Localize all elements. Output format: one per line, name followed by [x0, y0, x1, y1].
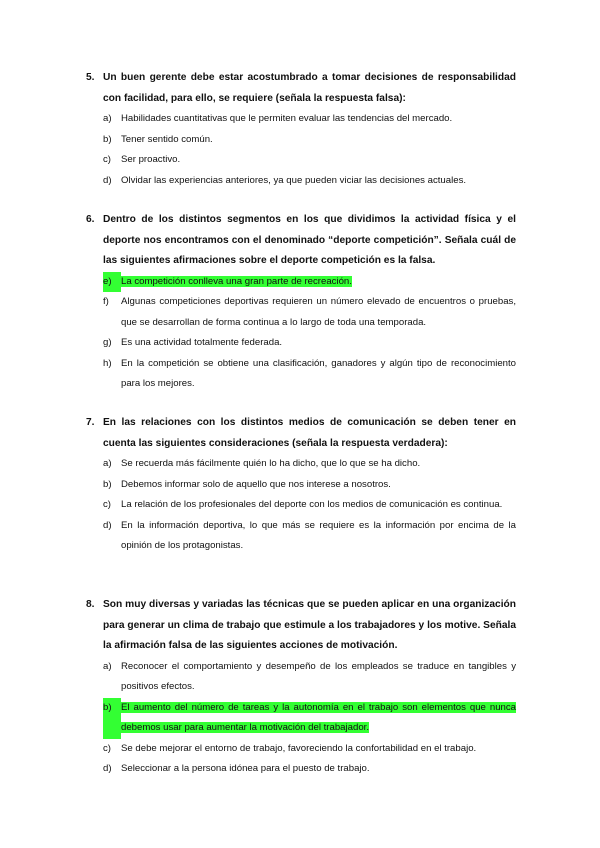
- question-text: Un buen gerente debe estar acostumbrado a tomar decisiones de responsabilidad con facilidad, para ello, se requiere (señala la respuesta falsa):: [103, 72, 516, 104]
- option-b: [103, 698, 516, 739]
- question-number: 8.: [86, 599, 95, 610]
- option-text: Seleccionar a la persona idónea para el puesto de trabajo.: [121, 763, 370, 774]
- option-d: [103, 516, 516, 557]
- option-c: [103, 495, 516, 516]
- option-letter: h): [103, 357, 112, 369]
- option-letter: g): [103, 337, 112, 348]
- question-number: 6.: [86, 214, 95, 225]
- option-letter: e): [103, 272, 121, 293]
- question-6: [86, 210, 516, 395]
- question-number: 5.: [86, 72, 95, 83]
- option-letter: b): [103, 698, 121, 739]
- option-h: [103, 354, 516, 395]
- option-text: En la información deportiva, lo que más se requiere es la información por encima de la opinión de los protagonistas.: [121, 519, 516, 551]
- highlight-mark: La competición conlleva una gran parte de recreación.: [121, 275, 352, 287]
- option-letter: c): [103, 742, 111, 754]
- option-text: Olvidar las experiencias anteriores, ya que pueden viciar las decisiones actuales.: [121, 174, 467, 186]
- option-text: Habilidades cuantitativas que le permiten evaluar las tendencias del mercado.: [121, 113, 453, 124]
- question-text: Son muy diversas y variadas las técnicas que se pueden aplicar en una organización para generar un clima de trabajo que estimule a los trabajadores y los motive. Señala la afirmación falsa de las siguientes acciones de motivación.: [103, 599, 516, 651]
- option-letter: a): [103, 458, 112, 469]
- option-d: [103, 171, 516, 192]
- question-8: [86, 595, 516, 780]
- question-7: [86, 413, 516, 557]
- option-letter: f): [103, 296, 109, 307]
- option-text: La relación de los profesionales del deporte con los medios de comunicación es continua.: [121, 499, 503, 510]
- option-g: [103, 333, 516, 354]
- option-letter: a): [103, 660, 112, 672]
- question-header: [86, 595, 516, 657]
- option-f: [103, 292, 516, 333]
- option-letter: d): [103, 519, 112, 531]
- option-letter: c): [103, 154, 111, 165]
- option-text: Debemos informar solo de aquello que nos interese a nosotros.: [121, 478, 391, 490]
- option-text: Se debe mejorar el entorno de trabajo, favoreciendo la confortabilidad en el trabajo.: [121, 742, 477, 754]
- option-letter: c): [103, 499, 111, 510]
- option-d: [103, 759, 516, 780]
- option-letter: a): [103, 113, 112, 124]
- option-text: Reconocer el comportamiento y desempeño de los empleados se traduce en tangibles y positivos efectos.: [121, 660, 516, 692]
- highlight-mark: El aumento del número de tareas y la autonomía en el trabajo son elementos que nunca debemos usar para aumentar la motivación del trabajador.: [121, 701, 516, 733]
- option-letter: b): [103, 133, 112, 145]
- option-text-highlighted: [121, 272, 516, 293]
- question-header: [86, 68, 516, 109]
- option-a: [103, 454, 516, 475]
- option-text: Se recuerda más fácilmente quién lo ha dicho, que lo que se ha dicho.: [121, 458, 421, 469]
- option-b: [103, 130, 516, 151]
- option-a: [103, 657, 516, 698]
- option-letter: b): [103, 478, 112, 490]
- option-b: [103, 475, 516, 496]
- option-c: [103, 739, 516, 760]
- option-text: En la competición se obtiene una clasificación, ganadores y algún tipo de reconocimiento para los mejores.: [121, 357, 516, 389]
- question-header: [86, 413, 516, 454]
- question-number: 7.: [86, 417, 95, 428]
- option-text: Tener sentido común.: [121, 133, 213, 145]
- option-text: Es una actividad totalmente federada.: [121, 337, 283, 348]
- option-e: [103, 272, 516, 293]
- question-5: [86, 68, 516, 191]
- question-text: En las relaciones con los distintos medios de comunicación se deben tener en cuenta las siguientes consideraciones (señala la respuesta verdadera):: [103, 417, 516, 449]
- question-header: [86, 210, 516, 272]
- option-letter: d): [103, 174, 112, 186]
- option-text-highlighted: [121, 698, 516, 739]
- option-text: Algunas competiciones deportivas requieren un número elevado de encuentros o pruebas, que se desarrollan de forma continua a lo largo de toda una temporada.: [121, 296, 516, 328]
- question-text: Dentro de los distintos segmentos en los que dividimos la actividad física y el deporte nos encontramos con el denominado “deporte competición”. Señala cuál de las siguientes afirmaciones sobre el deporte competición es la falsa.: [103, 214, 516, 266]
- option-a: [103, 109, 516, 130]
- option-letter: d): [103, 763, 112, 774]
- option-c: [103, 150, 516, 171]
- option-text: Ser proactivo.: [121, 154, 181, 165]
